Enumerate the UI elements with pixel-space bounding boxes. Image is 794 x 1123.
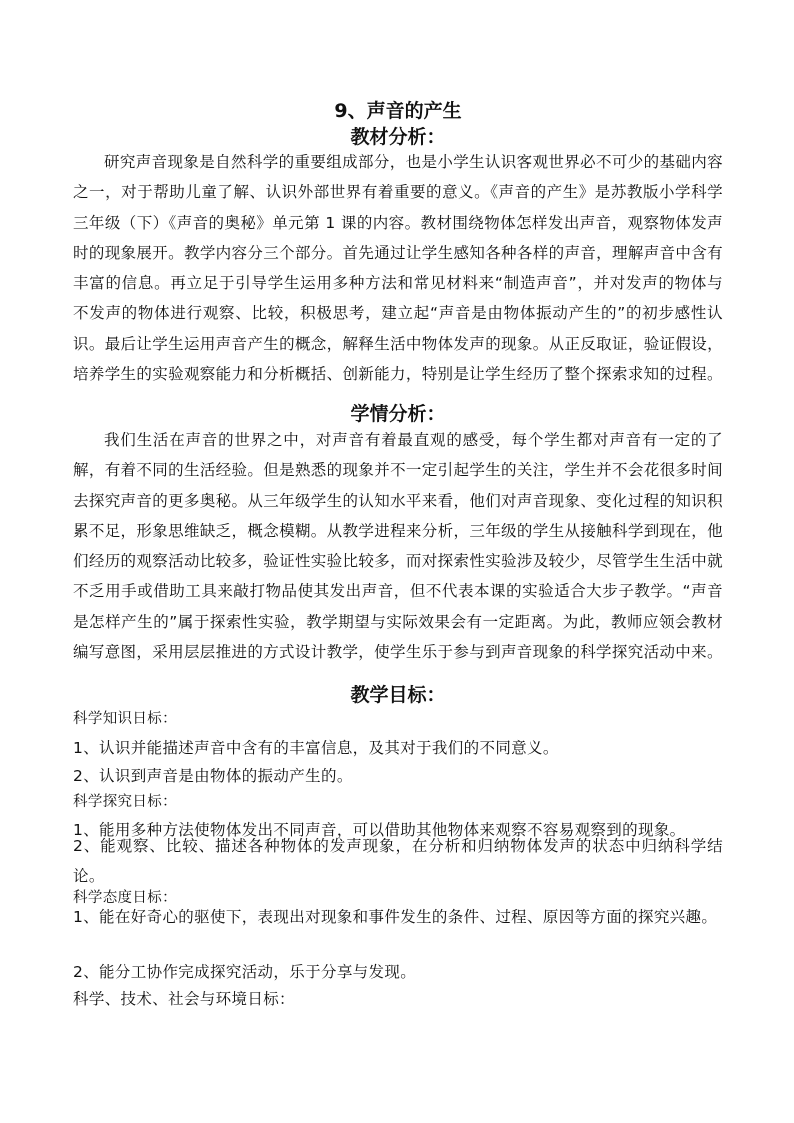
inquiry-goal-item-2: 2、能观察、比较、描述各种物体的发声现象，在分析和归纳物体发声的状态中归纳科学结论。 — [73, 837, 723, 886]
knowledge-goal-item-1: 1、认识并能描述声音中含有的丰富信息，及其对于我们的不同意义。 — [73, 739, 559, 757]
material-analysis-paragraph: 研究声音现象是自然科学的重要组成部分，也是小学生认识客观世界必不可少的基础内容之一，对于帮助儿童了解、认识外部世界有着重要的意义。《声音的产生》是苏教版小学科学三年级（下）《声音的奥秘》单元第 1 课的内容。教材围绕物体怎样发出声音，观察物体发声时的现象展开。教学内容分三个部分。首先通过让学生感知各种各样的声音，理解声音中含有丰富的信息。再立足于引导学生运用多种方法和常见材料来“制造声音”，并对发声的物体与不发声的物体进行观察、比较，积极思考，建立起“声音是由物体振动产生的”的初步感性认识。最后让学生运用声音产生的概念，解释生活中物体发声的现象。从正反取证，验证假设，培养学生的实验观察能力和分析概括、创新能力，特别是让学生经历了整个探索求知的过程。 — [73, 153, 723, 384]
material-analysis-heading: 教材分析： — [350, 126, 446, 148]
attitude-goal-item-2: 2、能分工协作完成探究活动，乐于分享与发现。 — [73, 963, 417, 981]
knowledge-goal-item-2: 2、认识到声音是由物体的振动产生的。 — [73, 767, 353, 785]
sts-goals-label: 科学、技术、社会与环境日标： — [73, 990, 295, 1008]
knowledge-goals-label: 科学知识日标： — [73, 711, 177, 727]
student-analysis-paragraph: 我们生活在声音的世界之中，对声音有着最直观的感受，每个学生都对声音有一定的了解，有着不同的生活经验。但是熟悉的现象并不一定引起学生的关注，学生并不会花很多时间去探究声音的更多奥秘。从三年级学生的认知水平来看，他们对声音现象、变化过程的知识积累不足，形象思维缺乏，概念模糊。从教学进程来分析，三年级的学生从接触科学到现在，他们经历的观察活动比较多，验证性实验比较多，而对探索性实验涉及较少，尽管学生生活中就不乏用手或借助工具来敲打物品使其发出声音，但不代表本课的实验适合大步子教学。“声音是怎样产生的”属于探索性实验，教学期望与实际效果会有一定距离。为此，教师应领会教材编写意图，采用层层推进的方式设计教学，使学生乐于参与到声音现象的科学探究活动中来。 — [73, 431, 723, 662]
inquiry-goals-label: 科学探究日标： — [73, 794, 177, 810]
attitude-goals-label: 科学态度日标： — [73, 890, 177, 906]
inquiry-goal-item-1: 1、能用多种方法使物体发出不同声音，可以借助其他物体来观察不容易观察到的现象。 — [73, 821, 686, 839]
student-analysis-heading: 学情分析： — [350, 403, 446, 425]
attitude-goal-item-1: 1、能在好奇心的驱使下，表现出对现象和事件发生的条件、过程、原因等方面的探究兴趣。 — [73, 908, 718, 926]
document-title: 9、声音的产生 — [334, 100, 462, 122]
teaching-goals-heading: 教学目标： — [350, 684, 446, 706]
